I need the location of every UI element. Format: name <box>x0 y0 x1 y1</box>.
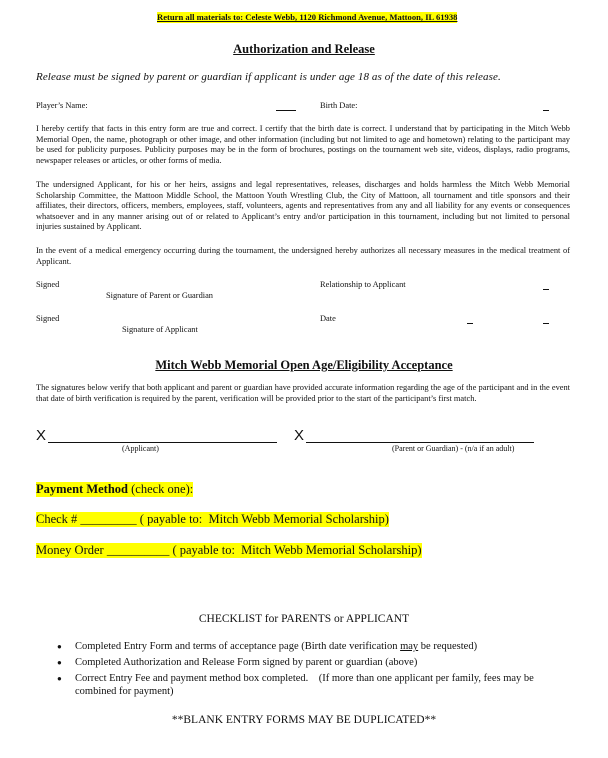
applicant-signature-line[interactable] <box>48 428 277 443</box>
payment-check-option[interactable]: Check # _________ ( payable to: Mitch Webb Memorial Scholarship) <box>36 512 389 526</box>
relationship-label: Relationship to Applicant <box>320 280 406 289</box>
duplicate-notice: **BLANK ENTRY FORMS MAY BE DUPLICATED** <box>171 714 437 726</box>
return-address: Return all materials to: Celeste Webb, 1120 Richmond Avenue, Mattoon, IL 61938 <box>157 12 458 22</box>
date-field-month[interactable] <box>467 314 473 324</box>
checklist-bullet-1: ● <box>57 642 62 651</box>
checklist-item-1-end: be requested) <box>418 641 478 652</box>
checklist-title: CHECKLIST for PARENTS or APPLICANT <box>198 613 410 625</box>
signed-label-parent: Signed <box>36 280 60 289</box>
payment-method-title: Payment Method <box>36 482 128 496</box>
checklist-item-2: Completed Authorization and Release Form signed by parent or guardian (above) <box>75 657 418 668</box>
checklist-item-1-text: Completed Entry Form and terms of acceptance page (Birth date verification <box>75 641 401 652</box>
payment-money-order-option[interactable]: Money Order __________ ( payable to: Mitch Webb Memorial Scholarship) <box>36 543 422 557</box>
release-paragraph-3: In the event of a medical emergency occurring during the tournament, the undersigned hereby authorizes all necessary measures in the medical treatment of Applicant. <box>36 246 570 266</box>
applicant-caption: (Applicant) <box>122 444 159 453</box>
signature-applicant-caption: Signature of Applicant <box>122 325 198 334</box>
birth-date-label: Birth Date: <box>320 101 358 110</box>
authorization-title: Authorization and Release <box>233 42 375 56</box>
signature-parent-caption: Signature of Parent or Guardian <box>106 291 213 300</box>
checklist-bullet-2: ● <box>57 658 62 667</box>
eligibility-title: Mitch Webb Memorial Open Age/Eligibility Acceptance <box>155 358 453 372</box>
signed-label-applicant: Signed <box>36 314 60 323</box>
guardian-caption: (Parent or Guardian) - (n/a if an adult) <box>392 444 515 453</box>
applicant-x-mark: X <box>36 427 47 444</box>
checklist-item-1-may: may <box>400 641 419 652</box>
payment-method-suffix: (check one): <box>128 482 194 496</box>
players-name-label: Player’s Name: <box>36 101 88 110</box>
authorization-subtitle: Release must be signed by parent or guardian if applicant is under age 18 as of the date of this release. <box>36 71 501 83</box>
release-paragraph-2: The undersigned Applicant, for his or her heirs, assigns and legal representatives, releases, discharges and holds harmless the Mitch Webb Memorial Scholarship Committee, the Mattoon Middle School, the Mattoon Youth Wrestling Club, the City of Mattoon, all tournament and title sponsors and their affiliates, their directors, officers, members, employees, staff, volunteers, agents and representatives from any and all liability for any events or consequences whatsoever and in any manner arising out of or related to Applicant’s entry and/or participation in this tournament, including but not limited to personal injuries sustained by Applicant. <box>36 180 570 232</box>
players-name-field[interactable] <box>276 101 296 111</box>
eligibility-paragraph: The signatures below verify that both applicant and parent or guardian have provided accurate information regarding the age of the participant and in the event that date of birth verification is required by the parent, verification will be provided prior to the start of the participant’s first match. <box>36 383 570 403</box>
checklist-item-1 <box>75 640 477 653</box>
guardian-x-mark: X <box>294 427 305 444</box>
date-field-year[interactable] <box>543 314 549 324</box>
guardian-signature-line[interactable] <box>306 428 534 443</box>
checklist-bullet-3: ● <box>57 674 62 683</box>
payment-method-heading <box>36 482 193 497</box>
birth-date-field[interactable] <box>543 101 549 111</box>
checklist-item-3: Correct Entry Fee and payment method box completed. (If more than one applicant per family, fees may be combined for payment) <box>75 673 537 697</box>
release-paragraph-1: I hereby certify that facts in this entry form are true and correct. I certify that the birth date is correct. I understand that by participating in the Mitch Webb Memorial Open, the name, photograph or other image, and other information (including but not limited to age and hometown) relating to the participant may be used for publicity purposes. Publicity purposes may be in the form of brochures, postings on the tournament web site, videos, displays, radio programs, newspaper releases or articles, or other forms of media. <box>36 124 570 165</box>
relationship-field[interactable] <box>543 280 549 290</box>
date-label: Date <box>320 314 336 323</box>
